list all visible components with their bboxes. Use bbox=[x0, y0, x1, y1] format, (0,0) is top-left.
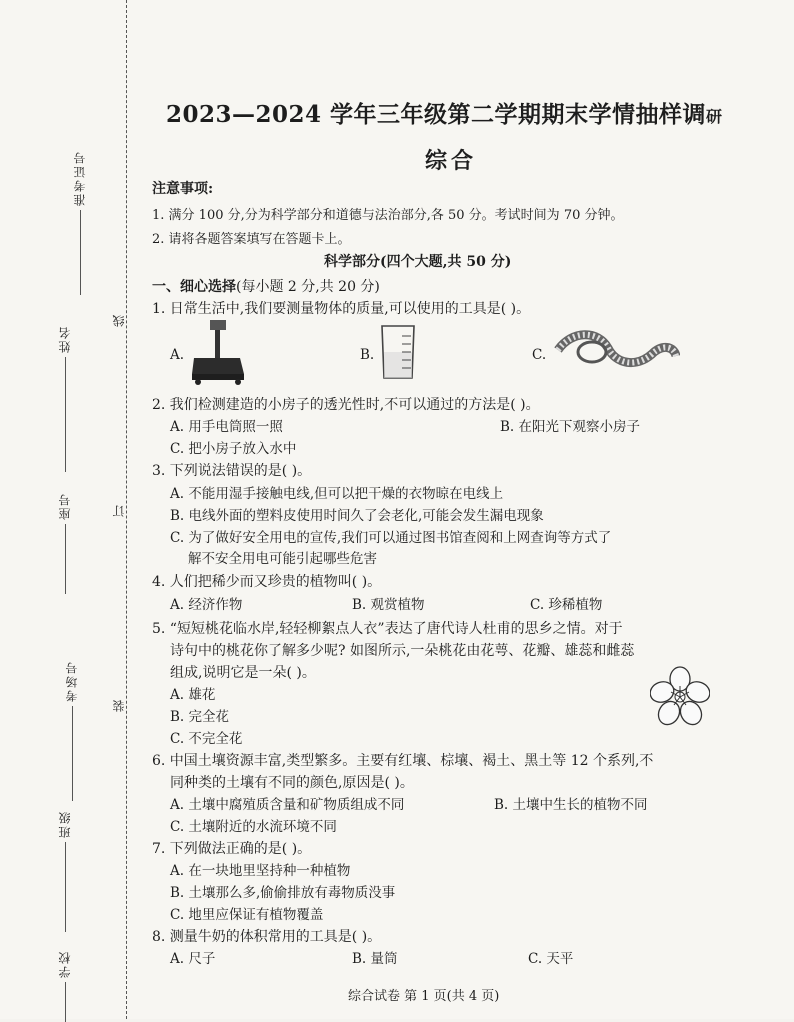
question-option-continuation: 解不安全用电可能引起哪些危害 bbox=[188, 551, 377, 567]
measuring-beaker-icon bbox=[378, 322, 418, 380]
question-option[interactable]: A. 用手电筒照一照 bbox=[170, 419, 283, 435]
exam-number-label: 准考证号 bbox=[72, 150, 87, 206]
question-stem: 1. 日常生活中,我们要测量物体的质量,可以使用的工具是( )。 bbox=[152, 301, 531, 317]
seat-number-field[interactable] bbox=[50, 492, 80, 594]
question-option[interactable]: A. 在一块地里坚持种一种植物 bbox=[170, 863, 351, 879]
question-option[interactable]: B. 土壤中生长的植物不同 bbox=[494, 797, 648, 813]
exam-title-text: 2023—2024 学年三年级第二学期期末学情抽样调 bbox=[166, 101, 707, 128]
question-option[interactable]: C. 把小房子放入水中 bbox=[170, 441, 297, 457]
cut-mark-bind: 订 bbox=[112, 505, 126, 517]
school-underline bbox=[65, 982, 66, 1022]
question-option[interactable]: C. bbox=[532, 347, 547, 363]
question-option[interactable]: C. 不完全花 bbox=[170, 731, 243, 747]
school-field[interactable] bbox=[50, 950, 80, 1022]
question-stem: 2. 我们检测建造的小房子的透光性时,不可以通过的方法是( )。 bbox=[152, 397, 540, 413]
question-option[interactable]: B. 量筒 bbox=[352, 951, 398, 967]
exam-room-field[interactable] bbox=[50, 660, 95, 801]
page-footer: 综合试卷 第 1 页(共 4 页) bbox=[348, 989, 500, 1004]
question-option[interactable]: C. 土壤附近的水流环境不同 bbox=[170, 819, 337, 835]
exam-title bbox=[166, 96, 723, 129]
question-stem: 8. 测量牛奶的体积常用的工具是( )。 bbox=[152, 929, 382, 945]
exam-number-underline bbox=[80, 210, 81, 295]
part-one-heading bbox=[152, 276, 380, 296]
seat-number-underline bbox=[65, 524, 66, 594]
class-field[interactable] bbox=[50, 810, 80, 932]
peach-flower-icon bbox=[650, 666, 710, 728]
question-stem: 5. “短短桃花临水岸,轻轻柳絮点人衣”表达了唐代诗人杜甫的思乡之情。对于 bbox=[152, 621, 623, 637]
question-stem-continuation: 诗句中的桃花你了解多少呢? 如图所示,一朵桃花由花萼、花瓣、雄蕊和雌蕊 bbox=[170, 643, 635, 659]
question-option[interactable]: B. 在阳光下观察小房子 bbox=[500, 419, 641, 435]
exam-room-label: 考场号 bbox=[65, 660, 79, 702]
exam-number-field[interactable] bbox=[50, 150, 110, 295]
exam-title-tail: 研 bbox=[706, 107, 723, 126]
question-option[interactable]: A. 雄花 bbox=[170, 687, 216, 703]
platform-scale-icon bbox=[190, 318, 246, 386]
name-field[interactable] bbox=[50, 325, 80, 472]
part-one-note: (每小题 2 分,共 20 分) bbox=[236, 279, 380, 295]
question-option[interactable]: B. 完全花 bbox=[170, 709, 230, 725]
question-option[interactable]: A. 不能用湿手接触电线,但可以把干燥的衣物晾在电线上 bbox=[170, 486, 504, 502]
question-option[interactable]: B. 电线外面的塑料皮使用时间久了会老化,可能会发生漏电现象 bbox=[170, 508, 544, 524]
exam-room-underline bbox=[72, 706, 73, 801]
question-stem: 7. 下列做法正确的是( )。 bbox=[152, 841, 312, 857]
question-stem: 6. 中国土壤资源丰富,类型繁多。主要有红壤、棕壤、褐土、黑土等 12 个系列,不 bbox=[152, 753, 654, 769]
note-item: 1. 满分 100 分,分为科学部分和道德与法治部分,各 50 分。考试时间为 70 分钟。 bbox=[152, 208, 624, 223]
question-stem: 3. 下列说法错误的是( )。 bbox=[152, 463, 312, 479]
question-option[interactable]: B. 观赏植物 bbox=[352, 597, 425, 613]
question-stem-continuation: 组成,说明它是一朵( )。 bbox=[170, 665, 316, 681]
science-section-title: 科学部分(四个大题,共 50 分) bbox=[324, 254, 512, 270]
question-option[interactable]: C. 地里应保证有植物覆盖 bbox=[170, 907, 324, 923]
question-option[interactable]: A. bbox=[170, 347, 185, 363]
question-option[interactable]: A. 经济作物 bbox=[170, 597, 243, 613]
part-one-title: 一、细心选择 bbox=[152, 279, 236, 295]
note-item: 2. 请将各题答案填写在答题卡上。 bbox=[152, 232, 351, 247]
question-option[interactable]: A. 土壤中腐殖质含量和矿物质组成不同 bbox=[170, 797, 405, 813]
name-label: 姓名 bbox=[57, 325, 72, 353]
question-option[interactable]: C. 为了做好安全用电的宣传,我们可以通过图书馆查阅和上网查询等方式了 bbox=[170, 530, 612, 546]
notes-heading: 注意事项: bbox=[152, 181, 214, 197]
question-option[interactable]: B. bbox=[360, 347, 375, 363]
school-label: 学校 bbox=[57, 950, 72, 978]
question-stem-continuation: 同种类的土壤有不同的颜色,原因是( )。 bbox=[170, 775, 414, 791]
cut-mark-line: 线 bbox=[112, 315, 126, 327]
question-option[interactable]: C. 珍稀植物 bbox=[530, 597, 603, 613]
class-label: 班级 bbox=[57, 810, 72, 838]
seat-number-label: 座号 bbox=[57, 492, 72, 520]
question-stem: 4. 人们把稀少而又珍贵的植物叫( )。 bbox=[152, 574, 382, 590]
question-option[interactable]: B. 土壤那么多,偷偷排放有毒物质没事 bbox=[170, 885, 396, 901]
exam-subtitle: 综合 bbox=[425, 148, 478, 174]
question-option[interactable]: A. 尺子 bbox=[170, 951, 216, 967]
question-option[interactable]: C. 天平 bbox=[528, 951, 574, 967]
binding-margin bbox=[0, 0, 132, 1019]
class-underline bbox=[65, 842, 66, 932]
cut-mark-install: 装 bbox=[112, 700, 126, 712]
tape-measure-icon bbox=[552, 328, 680, 372]
name-underline bbox=[65, 357, 66, 472]
